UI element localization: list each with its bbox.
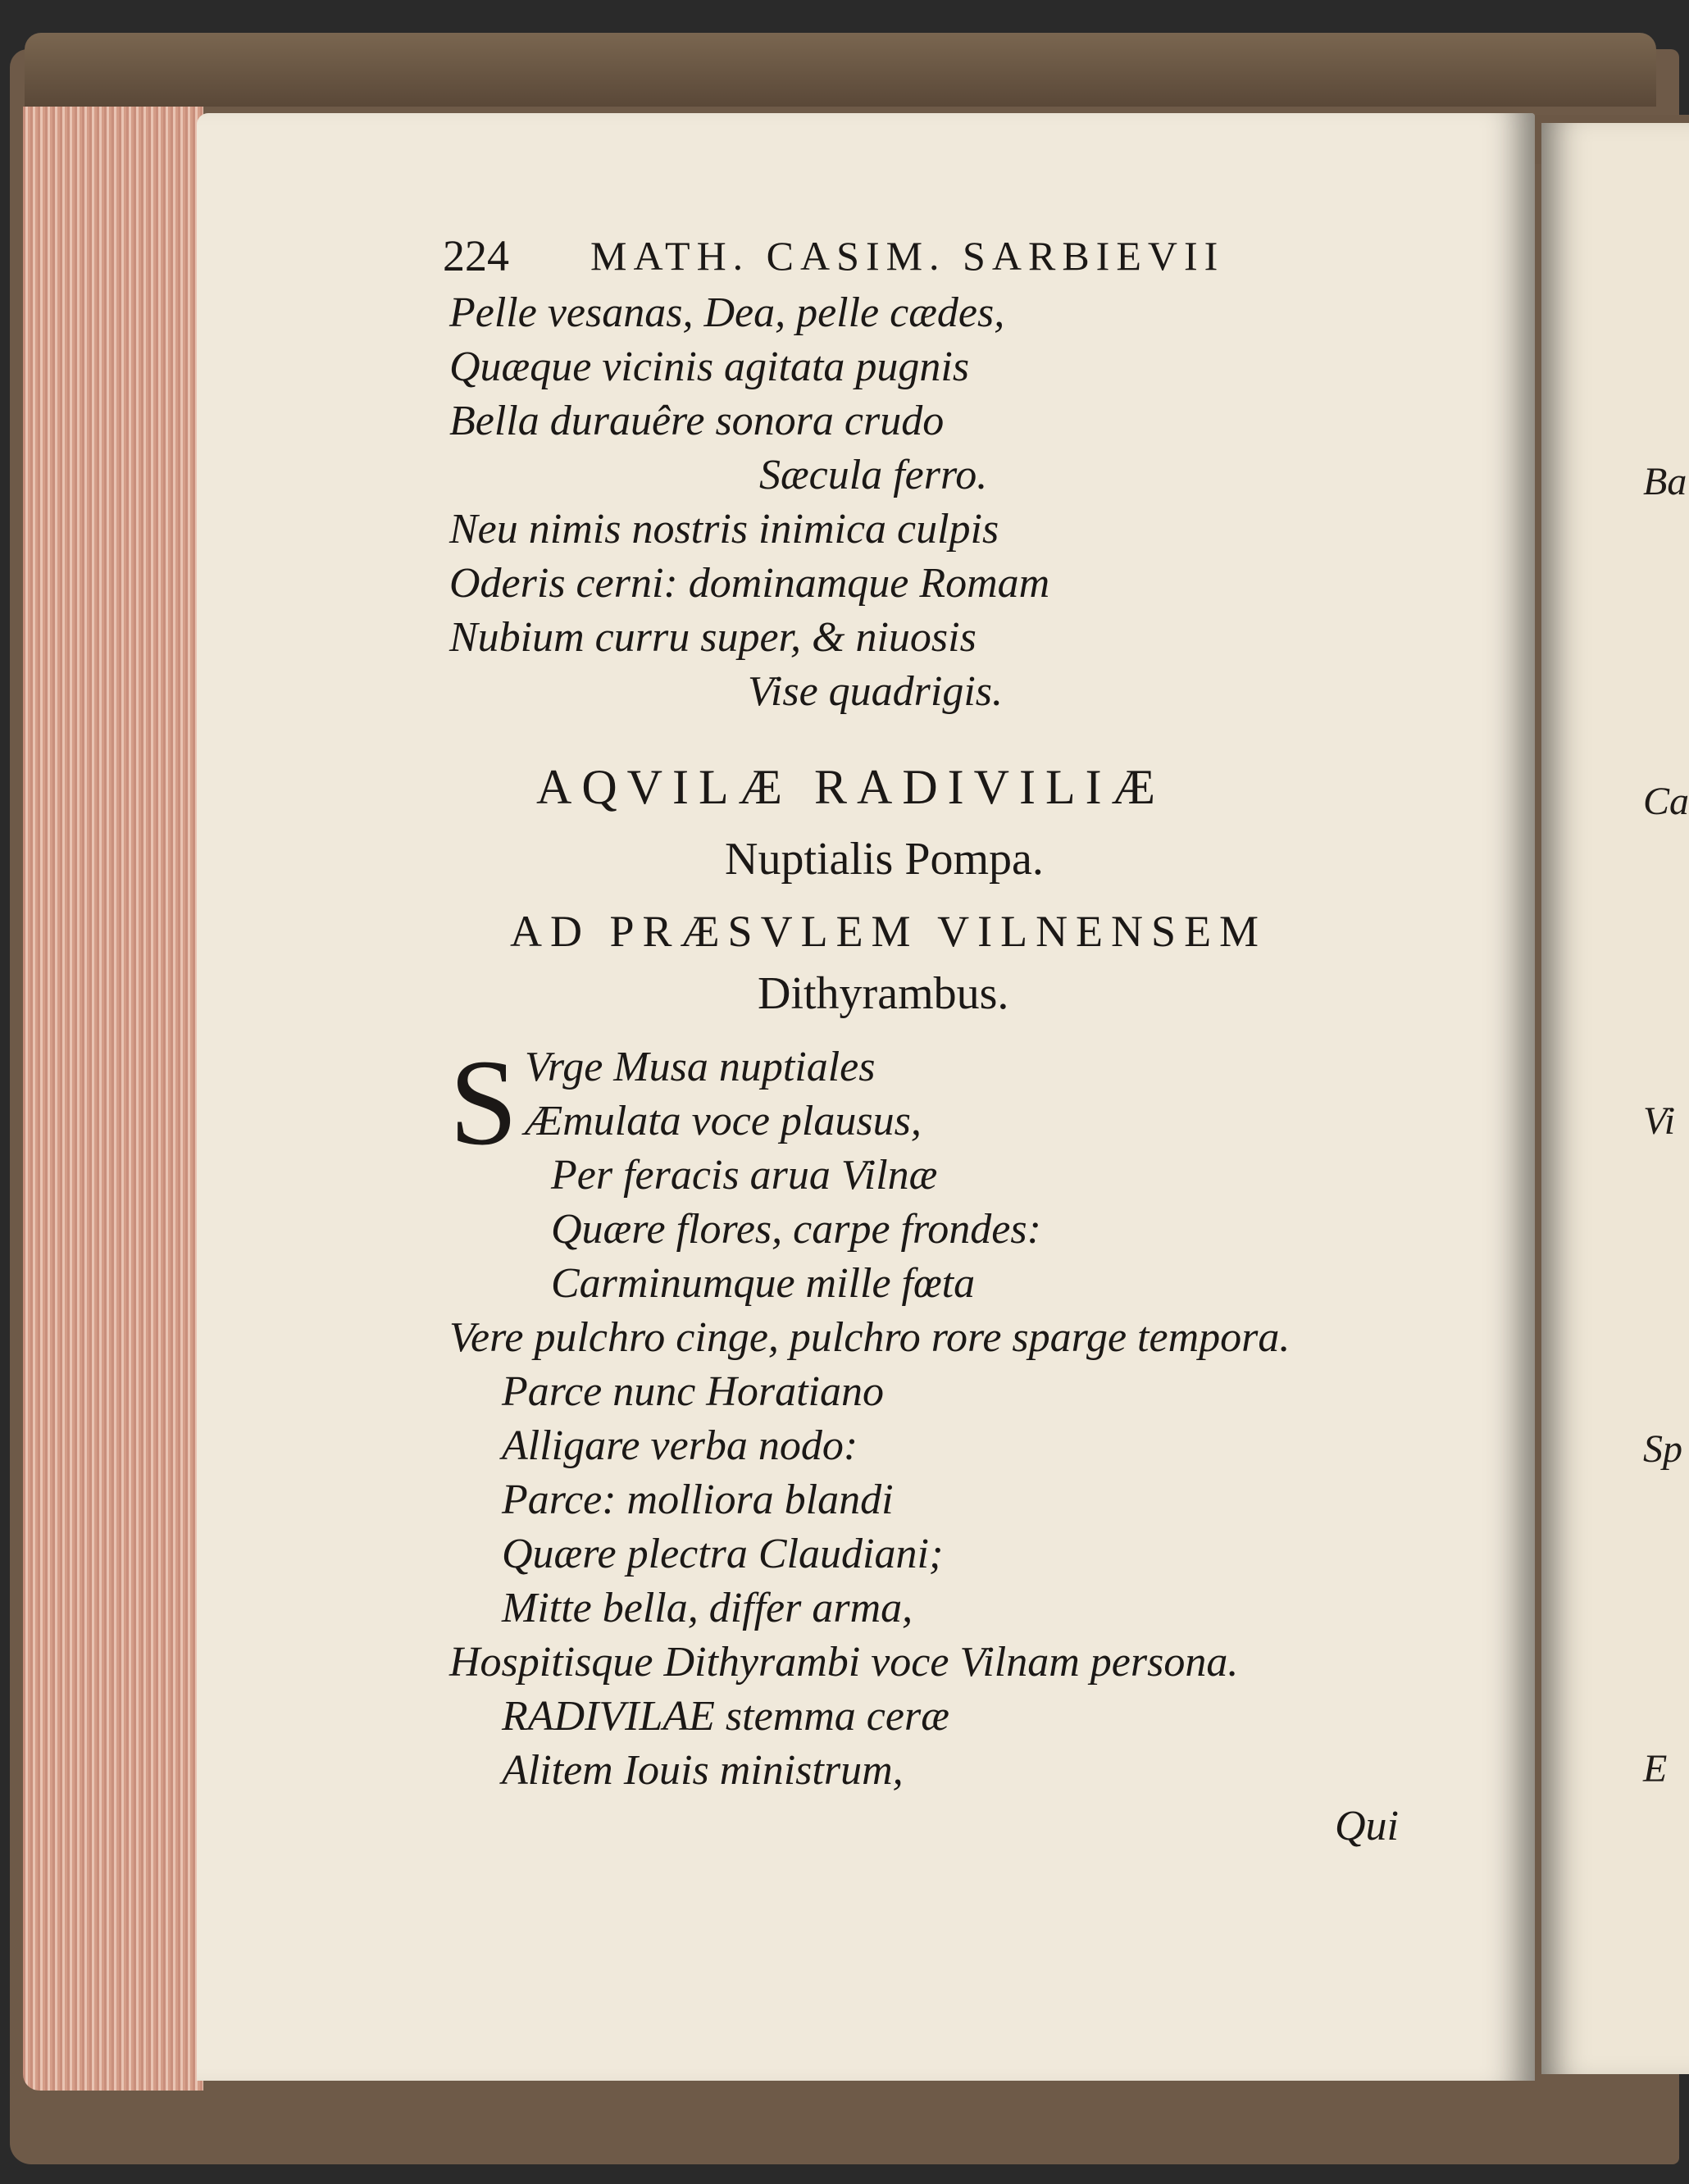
running-title: MATH. CASIM. SARBIEVII <box>590 233 1225 279</box>
verse-line: RADIVILAE stemma ceræ <box>502 1693 949 1740</box>
verse-line: Per feracis arua Vilnæ <box>551 1152 938 1199</box>
facing-page-fragment: Vi <box>1643 1099 1676 1143</box>
verse-line: Nubium curru super, & niuosis <box>449 614 977 661</box>
verse-line: Æmulata voce plausus, <box>525 1098 922 1144</box>
verse-line: Neu nimis nostris inimica culpis <box>449 506 999 553</box>
verse-line: Sæcula ferro. <box>759 452 988 498</box>
genre-label: Dithyrambus. <box>758 968 1009 1019</box>
verse-line: Vise quadrigis. <box>748 668 1004 715</box>
verse-line: Quæque vicinis agitata pugnis <box>449 344 970 390</box>
facing-page-fragment: E <box>1643 1747 1668 1790</box>
poem-subtitle: Nuptialis Pompa. <box>725 834 1044 885</box>
verse-line: Alitem Iouis ministrum, <box>502 1747 904 1794</box>
poem-title: AQVILÆ RADIVILIÆ <box>536 760 1165 814</box>
verse-line: Hospitisque Dithyrambi voce Vilnam persona. <box>449 1639 1239 1686</box>
catchword: Qui <box>1335 1803 1399 1850</box>
verse-line: Bella durauêre sonora crudo <box>449 398 945 444</box>
verse-line: Oderis cerni: dominamque Romam <box>449 560 1050 607</box>
verse-line: Parce: molliora blandi <box>502 1476 894 1523</box>
facing-page-fragment: Ba <box>1643 460 1687 503</box>
verse-line: Parce nunc Horatiano <box>502 1368 884 1415</box>
verse-line: Vere pulchro cinge, pulchro rore sparge tempora. <box>449 1314 1291 1361</box>
verse-line: Mitte bella, differ arma, <box>502 1585 913 1631</box>
facing-page-fragment: Sp <box>1643 1427 1682 1471</box>
drop-cap: S <box>449 1035 518 1171</box>
verse-line: Vrge Musa nuptiales <box>525 1044 876 1090</box>
facing-page-fragment: Ca <box>1643 780 1689 823</box>
page-number: 224 <box>443 231 509 280</box>
dedication: AD PRÆSVLEM VILNENSEM <box>510 907 1268 956</box>
verse-line: Alligare verba nodo: <box>502 1422 858 1469</box>
verse-line: Pelle vesanas, Dea, pelle cædes, <box>449 289 1005 336</box>
verse-line: Quære flores, carpe frondes: <box>551 1206 1041 1253</box>
verse-line: Quære plectra Claudiani; <box>502 1531 944 1577</box>
verse-line: Carminumque mille fœta <box>551 1260 976 1307</box>
